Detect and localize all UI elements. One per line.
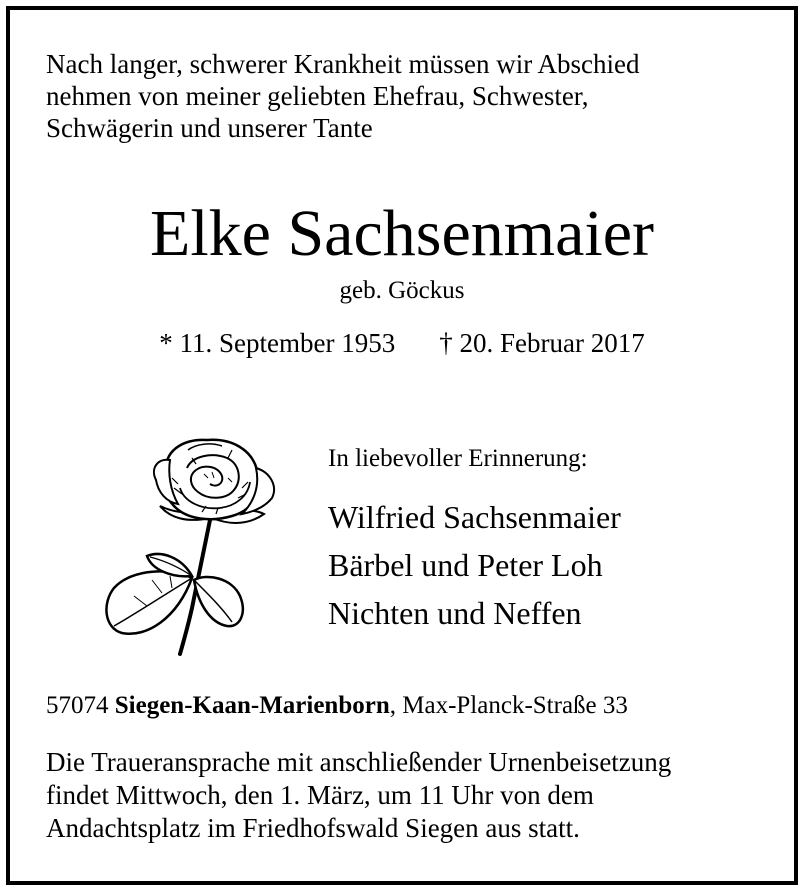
service-notice <box>46 746 766 845</box>
mourners-list <box>328 493 621 637</box>
address-town: Siegen-Kaan-Marienborn <box>114 692 390 719</box>
intro-line: Schwägerin und unserer Tante <box>46 113 373 143</box>
birth-date: * 11. September 1953 <box>159 328 396 358</box>
intro-line: nehmen von meiner geliebten Ehefrau, Schwester, <box>46 81 589 111</box>
intro-text <box>46 48 746 144</box>
service-line: findet Mittwoch, den 1. März, um 11 Uhr von dem <box>46 780 594 810</box>
mourner-entry: Nichten und Neffen <box>328 595 582 631</box>
life-dates <box>10 326 794 360</box>
service-line: Die Traueransprache mit anschließender Urnenbeisetzung <box>46 747 672 777</box>
death-date: † 20. Februar 2017 <box>439 328 645 358</box>
mourner-entry: Wilfried Sachsenmaier <box>328 499 621 535</box>
mourner-entry: Bärbel und Peter Loh <box>328 547 603 583</box>
deceased-name: Elke Sachsenmaier <box>150 197 654 270</box>
intro-line: Nach langer, schwerer Krankheit müssen wir Abschied <box>46 49 640 79</box>
address <box>46 690 628 722</box>
address-postal-code: 57074 <box>46 692 109 719</box>
obituary-frame <box>6 6 798 885</box>
rose-illustration-icon <box>92 428 282 658</box>
memory-heading: In liebevoller Erinnerung: <box>328 445 588 472</box>
maiden-name: geb. Göckus <box>339 277 465 304</box>
address-street: , Max-Planck-Straße 33 <box>389 692 628 719</box>
service-line: Andachtsplatz im Friedhofswald Siegen aus statt. <box>46 813 580 843</box>
